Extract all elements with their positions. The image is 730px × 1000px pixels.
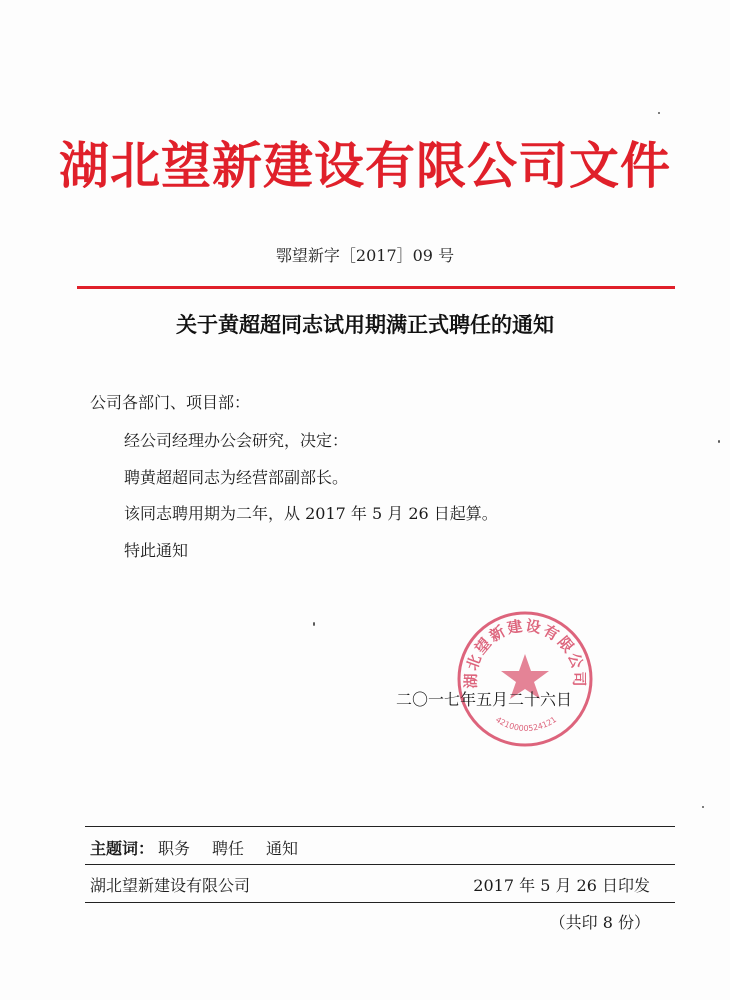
document-header-title: 湖北望新建设有限公司文件 bbox=[59, 137, 671, 195]
header-red-rule bbox=[77, 286, 675, 289]
scan-speck bbox=[702, 806, 704, 808]
notice-title: 关于黄超超同志试用期满正式聘任的通知 bbox=[176, 313, 554, 337]
body-paragraph-1: 经公司经理办公会研究，决定： bbox=[124, 431, 349, 450]
keywords-label: 主题词： bbox=[90, 839, 155, 858]
company-seal bbox=[454, 608, 596, 750]
scan-speck bbox=[658, 112, 660, 114]
body-paragraph-2: 聘黄超超同志为经营部副部长。 bbox=[124, 468, 349, 487]
seal-text: 湖北望新建设有限公司 bbox=[461, 616, 589, 689]
issuer-name: 湖北望新建设有限公司 bbox=[90, 876, 251, 895]
body-paragraph-3: 该同志聘用期为二年，从 2017 年 5 月 26 日起算。 bbox=[124, 504, 498, 523]
keyword-item: 通知 bbox=[266, 839, 299, 858]
svg-text:4210000524121 bbox=[494, 715, 558, 733]
document-number: 鄂望新字［2017］09 号 bbox=[275, 246, 455, 265]
keyword-item: 聘任 bbox=[212, 839, 245, 858]
keyword-item: 职务 bbox=[158, 839, 191, 858]
footer-rule-bottom bbox=[85, 902, 675, 903]
issue-date: 二〇一七年五月二十六日 bbox=[396, 690, 573, 709]
keywords-line bbox=[90, 836, 316, 859]
print-date: 2017 年 5 月 26 日印发 bbox=[473, 876, 650, 895]
print-copies: （共印 8 份） bbox=[549, 913, 650, 932]
body-paragraph-4: 特此通知 bbox=[124, 541, 189, 560]
scan-speck bbox=[718, 440, 720, 443]
seal-code: 4210000524121 bbox=[493, 715, 559, 734]
footer-rule-top bbox=[85, 826, 675, 827]
scan-speck bbox=[313, 622, 315, 626]
salutation: 公司各部门、项目部： bbox=[90, 393, 251, 412]
footer-rule-middle bbox=[85, 864, 675, 865]
